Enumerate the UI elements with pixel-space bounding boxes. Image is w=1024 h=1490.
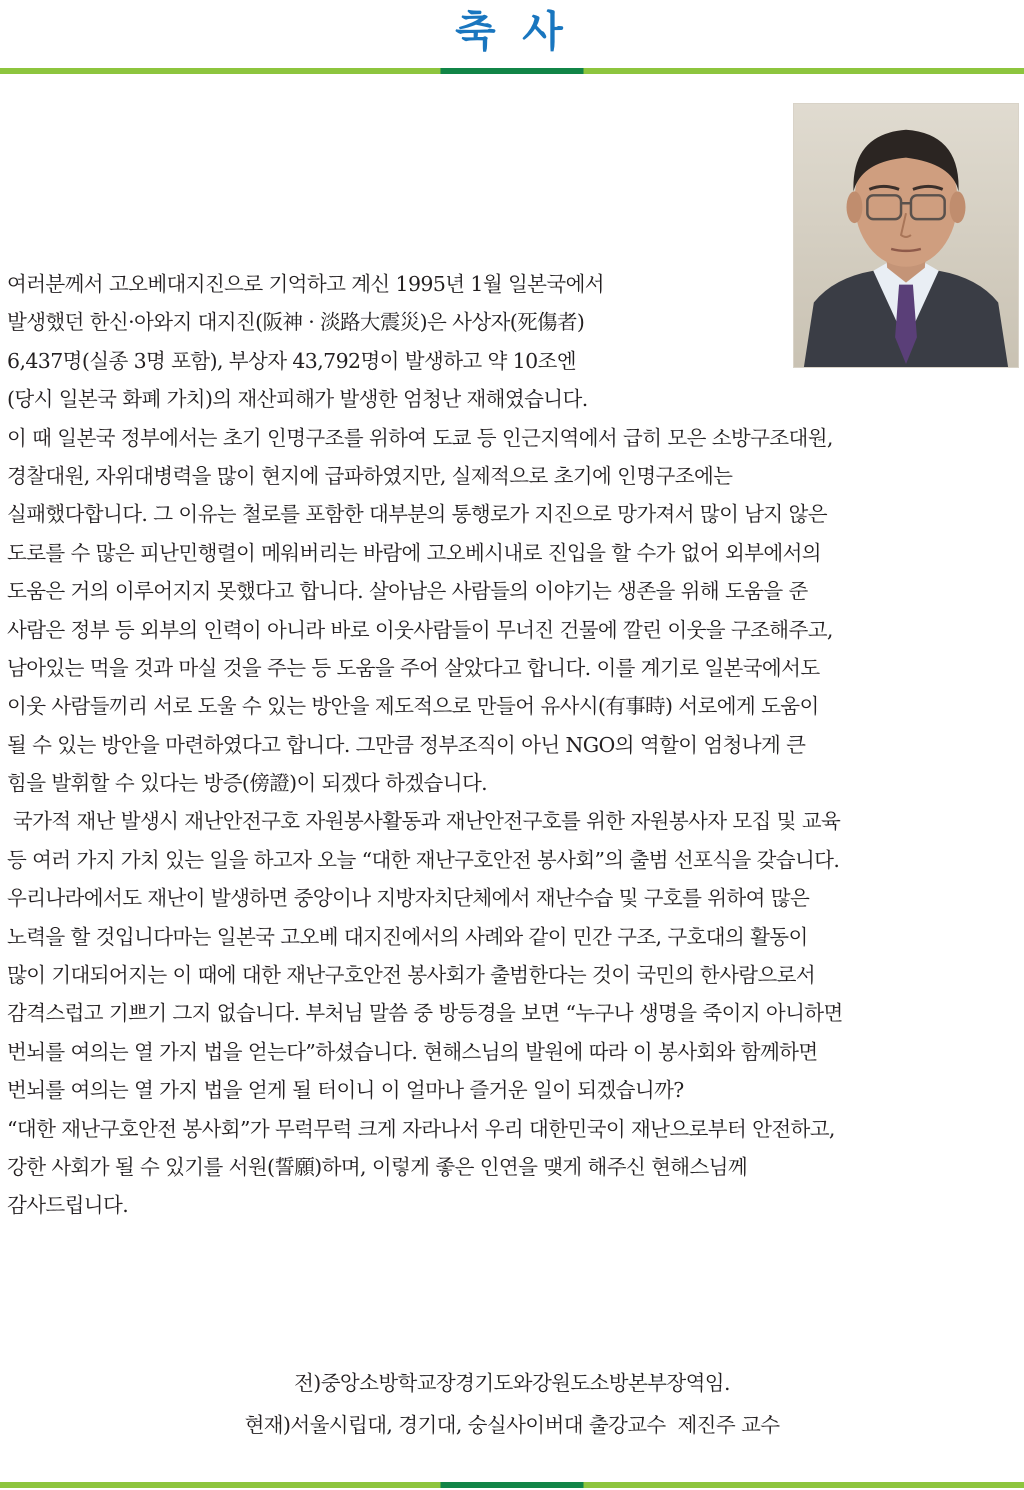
text-line: 될 수 있는 방안을 마련하였다고 합니다. 그만큼 정부조직이 아닌 NGO의 역할이 엄청나게 큰	[7, 732, 806, 757]
text-line: 힘을 발휘할 수 있다는 방증(傍證)이 되겠다 하겠습니다.	[7, 771, 488, 796]
text-line: 여러분께서 고오베대지진으로 기억하고 계신 1995년 1월 일본국에서	[7, 272, 604, 296]
text-line: 감격스럽고 기쁘기 그지 없습니다. 부처님 말씀 중 방등경을 보면 “누구나 생명을 죽이지 아니하면	[7, 1001, 843, 1026]
text-line: 사람은 정부 등 외부의 인력이 아니라 바로 이웃사람들이 무너진 건물에 깔린 이웃을 구조해주고,	[7, 617, 833, 642]
text-line: “대한 재난구호안전 봉사회”가 무럭무럭 크게 자라나서 우리 대한민국이 재난으로부터 안전하고,	[7, 1116, 835, 1141]
text-line: 경찰대원, 자위대병력을 많이 현지에 급파하였지만, 실제적으로 초기에 인명구조에는	[7, 463, 733, 488]
text-line: 실패했다합니다. 그 이유는 철로를 포함한 대부분의 통행로가 지진으로 망가져서 많이 남지 않은	[7, 502, 827, 527]
text-line: 이웃 사람들끼리 서로 도울 수 있는 방안을 제도적으로 만들어 유사시(有事時) 서로에게 도움이	[7, 694, 819, 719]
text-line: 감사드립니다.	[7, 1193, 129, 1218]
text-line: 우리나라에서도 재난이 발생하면 중앙이나 지방자치단체에서 재난수습 및 구호를 위하여 많은	[7, 886, 810, 911]
text-line: 국가적 재난 발생시 재난안전구호 자원봉사활동과 재난안전구호를 위한 자원봉사자 모집 및 교육	[7, 809, 841, 834]
text-line: 번뇌를 여의는 열 가지 법을 얻는다”하셨습니다. 현해스님의 발원에 따라 이 봉사회와 함께하면	[7, 1039, 818, 1064]
text-line: (당시 일본국 화폐 가치)의 재산피해가 발생한 엄청난 재해였습니다.	[7, 387, 588, 412]
text-line: 6,437명(실종 3명 포함), 부상자 43,792명이 발생하고 약 10조엔	[7, 348, 576, 373]
text-line: 등 여러 가지 가치 있는 일을 하고자 오늘 “대한 재난구호안전 봉사회”의 출범 선포식을 갖습니다.	[7, 847, 840, 872]
text-line: 이 때 일본국 정부에서는 초기 인명구조를 위하여 도쿄 등 인근지역에서 급히 모은 소방구조대원,	[7, 425, 833, 450]
author-credentials: 전)중앙소방학교장경기도와강원도소방본부장역임.	[294, 1371, 730, 1395]
text-line: 강한 사회가 될 수 있기를 서원(誓願)하며, 이렇게 좋은 인연을 맺게 해주신 현해스님께	[7, 1154, 748, 1179]
congratulatory-message	[7, 265, 1012, 1225]
text-line: 남아있는 먹을 것과 마실 것을 주는 등 도움을 주어 살았다고 합니다. 이를 계기로 일본국에서도	[7, 655, 820, 680]
bottom-divider	[0, 1482, 1024, 1488]
text-line: 도로를 수 많은 피난민행렬이 메워버리는 바람에 고오베시내로 진입을 할 수가 없어 외부에서의	[7, 540, 821, 565]
author-name: 현재)서울시립대, 경기대, 숭실사이버대 출강교수 제진주 교수	[244, 1413, 780, 1437]
text-line: 많이 기대되어지는 이 때에 대한 재난구호안전 봉사회가 출범한다는 것이 국민의 한사람으로서	[7, 963, 816, 988]
text-line: 발생했던 한신·아와지 대지진(阪神 · 淡路大震災)은 사상자(死傷者)	[7, 310, 585, 335]
top-divider	[0, 68, 1024, 74]
text-line: 번뇌를 여의는 열 가지 법을 얻게 될 터이니 이 얼마나 즐거운 일이 되겠습니까?	[7, 1078, 684, 1103]
page-title: 축 사	[455, 7, 569, 56]
text-line: 도움은 거의 이루어지지 못했다고 합니다. 살아남은 사람들의 이야기는 생존을 위해 도움을 준	[7, 579, 808, 604]
text-line: 노력을 할 것입니다마는 일본국 고오베 대지진에서의 사례와 같이 민간 구조, 구호대의 활동이	[7, 924, 808, 949]
